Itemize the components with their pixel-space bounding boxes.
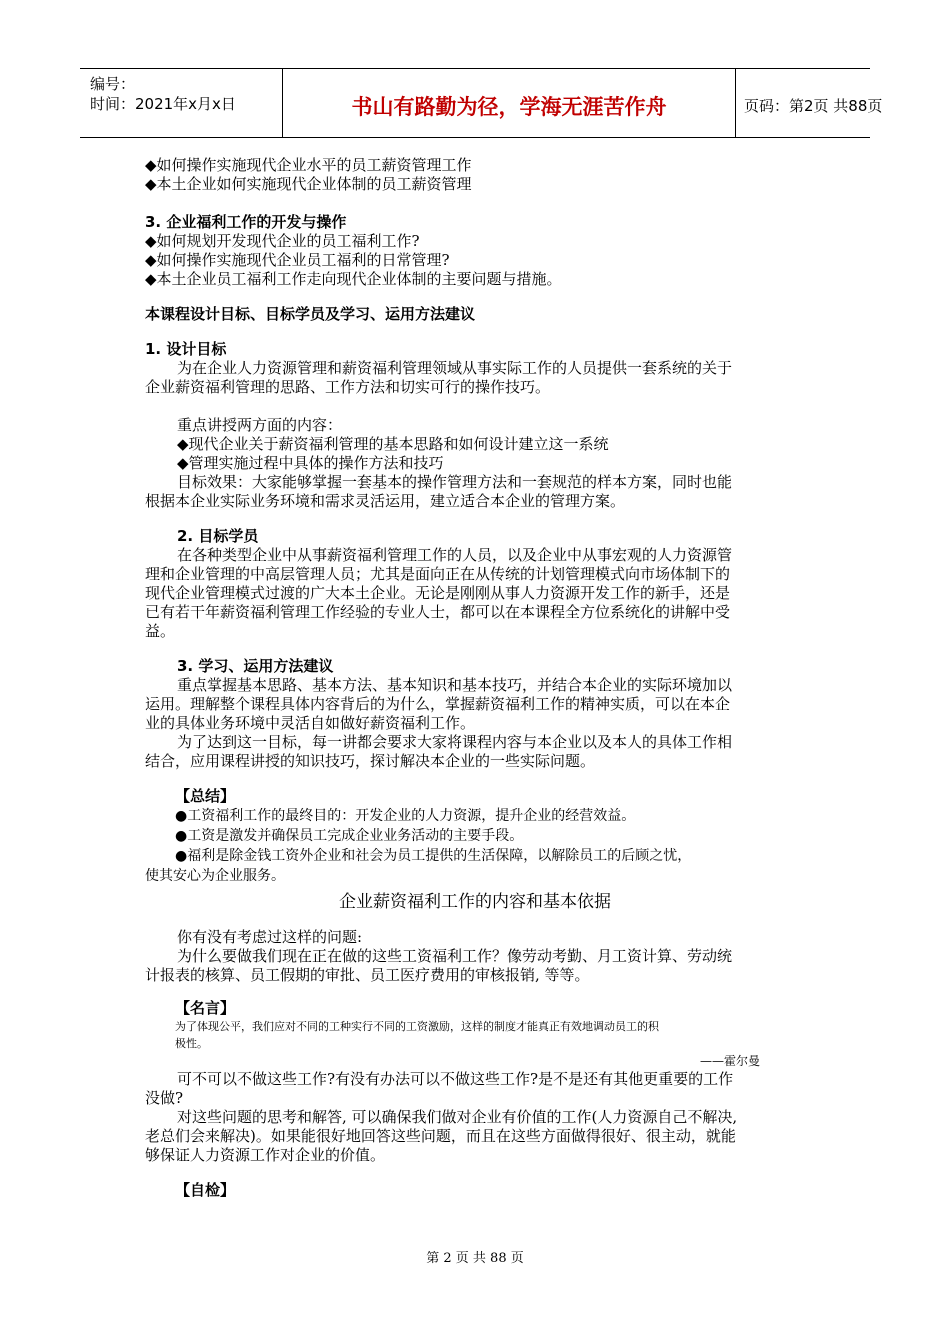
header-page-cell (736, 69, 883, 137)
paragraph-line: 可不可以不做这些工作?有没有办法可以不做这些工作?是不是还有其他更重要的工作 (177, 1070, 734, 1088)
document-time-label: 时间：2021年x月x日 (90, 95, 236, 113)
header-page-number: 页码：第2页 共88页 (744, 97, 883, 115)
paragraph-line: 现代企业管理模式过渡的广大本土企业。无论是刚刚从事人力资源开发工作的新手，还是 (145, 584, 731, 602)
bullet-line: ◆如何操作实施现代企业员工福利的日常管理? (145, 251, 450, 269)
paragraph-line: 为在企业人力资源管理和薪资福利管理领域从事实际工作的人员提供一套系统的关于 (177, 359, 733, 377)
bullet-line: ◆本土企业如何实施现代企业体制的员工薪资管理 (145, 175, 472, 193)
paragraph-line: 根据本企业实际业务环境和需求灵活运用，建立适合本企业的管理方案。 (145, 492, 626, 510)
paragraph-line: 目标效果：大家能够掌握一套基本的操作管理方法和一套规范的样本方案，同时也能 (177, 473, 733, 491)
document-body (145, 156, 805, 1200)
summary-line: ●工资是激发并确保员工完成企业业务活动的主要手段。 (175, 828, 524, 844)
quote-title: 【名言】 (175, 999, 236, 1017)
quote-line: 为了体现公平，我们应对不同的工种实行不同的工资激励，这样的制度才能真正有效地调动员工的积 (175, 1020, 659, 1033)
paragraph-line: 重点掌握基本思路、基本方法、基本知识和基本技巧，并结合本企业的实际环境加以 (177, 676, 733, 694)
paragraph-line: 企业薪资福利管理的思路、工作方法和切实可行的操作技巧。 (145, 378, 551, 396)
header-motto: 书山有路勤为径，学海无涯苦作舟 (351, 95, 667, 119)
paragraph-line: 为了达到这一目标，每一讲都会要求大家将课程内容与本企业以及本人的具体工作相 (177, 733, 733, 751)
subsection-title: 2. 目标学员 (177, 527, 259, 545)
subsection-title: 1. 设计目标 (145, 340, 227, 358)
bullet-line: ◆现代企业关于薪资福利管理的基本思路和如何设计建立这一系统 (177, 435, 609, 453)
paragraph-line: 重点讲授两方面的内容： (177, 416, 343, 434)
page-footer: 第 2 页 共 88 页 (426, 1251, 524, 1266)
paragraph-line: 在各种类型企业中从事薪资福利管理工作的人员，以及企业中从事宏观的人力资源管 (177, 546, 733, 564)
summary-line: ●福利是除金钱工资外企业和社会为员工提供的生活保障，以解除员工的后顾之忧， (175, 848, 692, 864)
main-heading: 企业薪资福利工作的内容和基本依据 (339, 892, 611, 912)
quote-line: 极性。 (175, 1037, 208, 1050)
summary-title: 【总结】 (175, 787, 236, 805)
paragraph-line: 理和企业管理的中高层管理人员；尤其是面向正在从传统的计划管理模式向市场体制下的 (145, 565, 731, 583)
section-title: 本课程设计目标、目标学员及学习、运用方法建议 (145, 305, 476, 323)
paragraph-line: 够保证人力资源工作对企业的价值。 (145, 1146, 386, 1164)
document-number-label: 编号： (90, 75, 136, 93)
bullet-line: ◆如何规划开发现代企业的员工福利工作? (145, 232, 420, 250)
paragraph-line: 为什么要做我们现在正在做的这些工资福利工作？像劳动考勤、月工资计算、劳动统 (177, 947, 733, 965)
paragraph-line: 已有若干年薪资福利管理工作经验的专业人士，都可以在本课程全方位系统化的讲解中受 (145, 603, 731, 621)
paragraph-line: 结合，应用课程讲授的知识技巧，探讨解决本企业的一些实际问题。 (145, 752, 596, 770)
paragraph-line: 老总们会来解决)。如果能很好地回答这些问题，而且在这些方面做得很好、很主动，就能 (145, 1127, 736, 1145)
summary-line: 使其安心为企业服务。 (145, 868, 285, 884)
paragraph-line: 你有没有考虑过这样的问题: (177, 928, 363, 946)
paragraph-line: 业的具体业务环境中灵活自如做好薪资福利工作。 (145, 714, 476, 732)
paragraph-line: 益。 (145, 622, 176, 640)
page-header (80, 68, 883, 138)
bullet-line: ◆管理实施过程中具体的操作方法和技巧 (177, 454, 444, 472)
paragraph-line: 计报表的核算、员工假期的审批、员工医疗费用的审核报销, 等等。 (145, 966, 590, 984)
header-info-cell (80, 69, 283, 137)
paragraph-line: 运用。理解整个课程具体内容背后的为什么，掌握薪资福利工作的精神实质，可以在本企 (145, 695, 731, 713)
header-motto-cell (283, 69, 736, 137)
summary-line: ●工资福利工作的最终目的：开发企业的人力资源，提升企业的经营效益。 (175, 808, 636, 824)
section-title: 3. 企业福利工作的开发与操作 (145, 213, 347, 231)
paragraph-line: 对这些问题的思考和解答, 可以确保我们做对企业有价值的工作(人力资源自己不解决, (177, 1108, 738, 1126)
quote-author: ——霍尔曼 (699, 1054, 760, 1068)
subsection-title: 3. 学习、运用方法建议 (177, 657, 334, 675)
paragraph-line: 没做? (145, 1089, 184, 1107)
selfcheck-title: 【自检】 (175, 1181, 236, 1199)
bullet-line: ◆如何操作实施现代企业水平的员工薪资管理工作 (145, 156, 472, 174)
bullet-line: ◆本土企业员工福利工作走向现代企业体制的主要问题与措施。 (145, 270, 562, 288)
